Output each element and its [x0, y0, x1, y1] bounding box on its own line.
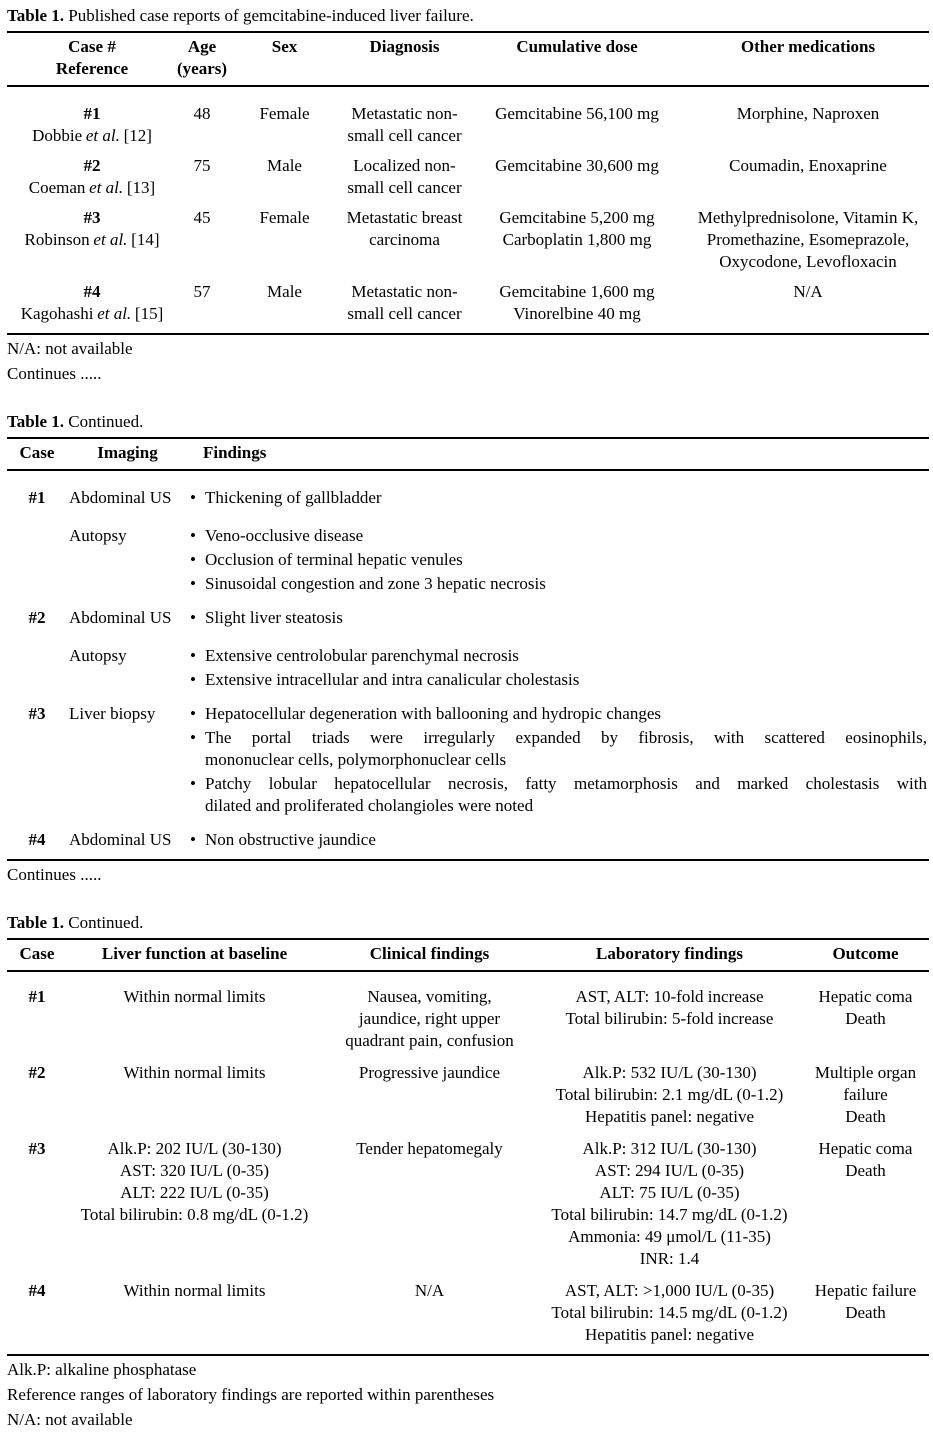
t1-cell-case-ref [7, 207, 177, 251]
t3-header-cell [802, 943, 929, 965]
case-id: #3 [28, 704, 46, 723]
bullet-icon: • [190, 526, 196, 545]
finding-line: dilated and proliferated cholangioles were noted [205, 796, 534, 815]
t1-cell-other-medications-line: N/A [793, 282, 823, 301]
t3-header-cell [322, 943, 537, 965]
t1-header-cell [7, 36, 177, 80]
t1-cell-sex-value: Female [259, 104, 310, 123]
t3-header-line: Clinical findings [369, 944, 490, 963]
table2-section [7, 411, 929, 886]
ref-etal: et al. [89, 178, 124, 197]
t1-cell-diagnosis-line: small cell cancer [347, 126, 462, 145]
t3-cell-laboratory [537, 986, 802, 1030]
bullet-icon: • [190, 670, 196, 689]
t1-header-line: Case # [68, 37, 116, 56]
t3-header-line: Case [19, 944, 55, 963]
table3-caption-text: Continued. [68, 913, 144, 932]
t3-cell-laboratory [537, 1062, 802, 1128]
t1-cell-dose-line: Gemcitabine 30,600 mg [495, 156, 659, 175]
finding-item [190, 549, 929, 571]
table1-row [7, 99, 929, 147]
finding-item [190, 645, 929, 667]
t3-cell-baseline-line: AST: 320 IU/L (0-35) [119, 1161, 270, 1180]
finding-item [190, 727, 929, 771]
table3-caption [7, 912, 929, 934]
table2-header-imaging: Imaging [97, 443, 158, 462]
t1-cell-diagnosis [342, 281, 467, 325]
t2-imaging-label: Abdominal US [69, 830, 172, 849]
table1-note-na: N/A: not available [7, 339, 133, 358]
t3-cell-baseline [67, 1280, 322, 1302]
t1-cell-dose [467, 155, 687, 177]
finding-line: Slight liver steatosis [205, 608, 343, 627]
t3-cell-outcome-line: failure [843, 1085, 888, 1104]
t3-cell-clinical-line: jaundice, right upper [358, 1009, 501, 1028]
t3-cell-clinical [322, 1280, 537, 1302]
t3-cell-laboratory [537, 1280, 802, 1346]
table2-row [7, 595, 929, 691]
table1-caption-text: Published case reports of gemcitabine-induced liver failure. [68, 6, 474, 25]
finding-text [205, 703, 929, 725]
t2-imaging-label: Abdominal US [69, 608, 172, 627]
finding-text [205, 607, 929, 629]
t3-cell-baseline-line: Within normal limits [123, 1063, 266, 1082]
t1-cell-other-medications [687, 103, 929, 125]
finding-item [190, 607, 929, 629]
finding-line: Thickening of gallbladder [205, 488, 382, 507]
t1-header-row [7, 33, 929, 85]
case-id: #2 [28, 608, 46, 627]
t2-findings-list [190, 645, 929, 691]
t3-cell-outcome-line: Death [845, 1303, 886, 1322]
table2-bottom-rule [7, 859, 929, 861]
t2-findings-list [190, 487, 929, 509]
t1-cell-dose-line: Carboplatin 1,800 mg [502, 230, 652, 249]
t3-cell-baseline [67, 1062, 322, 1084]
finding-line: Veno-occlusive disease [205, 526, 364, 545]
t3-cell-laboratory-line: AST: 294 IU/L (0-35) [594, 1161, 745, 1180]
t2-imaging-label: Autopsy [69, 526, 127, 545]
finding-text [205, 549, 929, 571]
table1-row [7, 273, 929, 325]
t1-cell-sex-value: Male [267, 282, 302, 301]
finding-item [190, 669, 929, 691]
finding-line: Patchy lobular hepatocellular necrosis, fatty metamorphosis and marked cholestasis with [205, 774, 927, 793]
t3-cell-clinical [322, 1138, 537, 1160]
t3-header-line: Liver function at baseline [101, 944, 288, 963]
t1-cell-diagnosis-line: Localized non- [353, 156, 456, 175]
t2-row-body [67, 607, 929, 691]
t3-cell-laboratory-line: AST, ALT: 10-fold increase [575, 987, 764, 1006]
t1-cell-sex-value: Male [267, 156, 302, 175]
t3-cell-laboratory-line: Alk.P: 312 IU/L (30-130) [582, 1139, 757, 1158]
t3-cell-outcome [802, 986, 929, 1030]
table1-bottom-rule [7, 333, 929, 335]
table2-row [7, 691, 929, 817]
ref-name: Coeman [28, 178, 86, 197]
t3-cell-laboratory [537, 1138, 802, 1270]
reference [7, 303, 177, 325]
finding-item [190, 487, 929, 509]
t1-cell-dose [467, 207, 687, 251]
t2-findings-list [190, 607, 929, 629]
t1-header-cell [227, 36, 342, 58]
t3-cell-outcome-line: Hepatic coma [818, 1139, 913, 1158]
t1-header-cell [687, 36, 929, 58]
t1-cell-age [177, 207, 227, 229]
table3-note-ranges: Reference ranges of laboratory findings are reported within parentheses [7, 1385, 495, 1404]
t3-cell-outcome [802, 1062, 929, 1128]
case-id: #2 [28, 1063, 46, 1082]
bullet-icon: • [190, 550, 196, 569]
t3-cell-clinical-line: Progressive jaundice [358, 1063, 501, 1082]
t3-cell-laboratory-line: AST, ALT: >1,000 IU/L (0-35) [564, 1281, 775, 1300]
t1-cell-dose-line: Vinorelbine 40 mg [513, 304, 641, 323]
ref-name: Dobbie [32, 126, 83, 145]
finding-item [190, 703, 929, 725]
ref-cite: [13] [126, 178, 156, 197]
case-id: #4 [83, 282, 101, 301]
t3-cell-baseline-line: Within normal limits [123, 1281, 266, 1300]
table3-caption-label: Table 1. [7, 913, 65, 932]
t3-cell-clinical-line: quadrant pain, confusion [345, 1031, 514, 1050]
table3-grid [7, 972, 929, 1354]
t1-cell-age [177, 281, 227, 303]
t1-cell-sex-value: Female [259, 208, 310, 227]
t2-findings-list [190, 829, 929, 851]
t1-cell-case-ref [7, 155, 177, 199]
t2-imaging-group [67, 525, 929, 595]
t1-header-line: Sex [271, 37, 298, 56]
t3-cell-outcome-line: Multiple organ [814, 1063, 917, 1082]
t1-cell-age [177, 155, 227, 177]
t1-cell-case-ref [7, 103, 177, 147]
t3-cell-case [7, 1062, 67, 1084]
table2-grid [7, 471, 929, 859]
finding-line: Sinusoidal congestion and zone 3 hepatic necrosis [205, 574, 546, 593]
table3-header [7, 940, 929, 970]
t1-cell-diagnosis-line: small cell cancer [347, 178, 462, 197]
t3-cell-baseline-line: Total bilirubin: 0.8 mg/dL (0-1.2) [80, 1205, 309, 1224]
t3-cell-outcome-line: Death [845, 1161, 886, 1180]
finding-item [190, 573, 929, 595]
t1-cell-diagnosis-line: Metastatic non- [351, 104, 458, 123]
finding-line: mononuclear cells, polymorphonuclear cells [205, 750, 507, 769]
bullet-icon: • [190, 704, 196, 723]
t3-cell-laboratory-line: Total bilirubin: 14.7 mg/dL (0-1.2) [551, 1205, 788, 1224]
t3-header-cell [67, 943, 322, 965]
t3-cell-laboratory-line: Ammonia: 49 μmol/L (11-35) [568, 1227, 771, 1246]
finding-text [205, 727, 929, 771]
table3-section [7, 912, 929, 1431]
bullet-icon: • [190, 646, 196, 665]
ref-name: Kagohashi [20, 304, 94, 323]
case-id: #3 [83, 208, 101, 227]
finding-text [205, 645, 929, 667]
table2-header [7, 439, 929, 469]
t3-cell-case [7, 1138, 67, 1160]
t1-cell-age-value: 45 [193, 208, 211, 227]
finding-item [190, 829, 929, 851]
reference [7, 229, 177, 251]
t2-row-body [67, 487, 929, 595]
t1-cell-age-value: 57 [193, 282, 211, 301]
t3-cell-outcome [802, 1138, 929, 1182]
finding-text [205, 573, 929, 595]
table1-row [7, 199, 929, 273]
t3-cell-laboratory-line: Hepatitis panel: negative [585, 1325, 754, 1344]
t1-header-cell [177, 36, 227, 80]
bullet-icon: • [190, 774, 196, 793]
case-id: #1 [83, 104, 101, 123]
t3-cell-clinical-line: N/A [414, 1281, 445, 1300]
ref-etal: et al. [85, 126, 120, 145]
t3-cell-baseline-line: Within normal limits [123, 987, 266, 1006]
t1-cell-other-medications [687, 207, 929, 273]
ref-cite: [12] [123, 126, 152, 145]
t1-cell-diagnosis-line: small cell cancer [347, 304, 462, 323]
t3-cell-case [7, 986, 67, 1008]
table3-row [7, 1052, 929, 1128]
t3-cell-laboratory-line: Total bilirubin: 5-fold increase [565, 1009, 774, 1028]
t1-cell-sex [227, 155, 342, 177]
t1-cell-diagnosis [342, 207, 467, 251]
bullet-icon: • [190, 574, 196, 593]
table3-bottom-rule [7, 1354, 929, 1356]
t3-cell-clinical-line: Tender hepatomegaly [356, 1139, 503, 1158]
t1-cell-age-value: 75 [193, 156, 211, 175]
t1-header-line: Reference [55, 59, 129, 78]
finding-text [205, 669, 929, 691]
table2-row [7, 817, 929, 851]
t1-cell-other-medications-line: Oxycodone, Levofloxacin [719, 252, 897, 271]
t2-findings-list [190, 525, 929, 595]
t3-cell-outcome [802, 1280, 929, 1324]
t1-cell-age [177, 103, 227, 125]
t3-cell-outcome-line: Hepatic coma [818, 987, 913, 1006]
t1-cell-dose-line: Gemcitabine 56,100 mg [495, 104, 659, 123]
table2-caption-text: Continued. [68, 412, 144, 431]
bullet-icon: • [190, 488, 196, 507]
t3-cell-laboratory-line: INR: 1.4 [639, 1249, 700, 1268]
finding-text [205, 773, 929, 817]
table2-note-continues: Continues ..... [7, 865, 102, 884]
t3-cell-outcome-line: Death [845, 1009, 886, 1028]
t1-cell-sex [227, 103, 342, 125]
table1-caption [7, 5, 929, 27]
t2-imaging-label: Autopsy [69, 646, 127, 665]
t3-cell-laboratory-line: ALT: 75 IU/L (0-35) [599, 1183, 740, 1202]
case-id: #4 [28, 830, 46, 849]
t3-cell-outcome-line: Hepatic failure [814, 1281, 917, 1300]
t1-cell-diagnosis [342, 103, 467, 147]
t1-cell-sex [227, 281, 342, 303]
ref-cite: [14] [131, 230, 160, 249]
ref-name: Robinson [24, 230, 90, 249]
t1-cell-sex [227, 207, 342, 229]
t1-header-cell [467, 36, 687, 58]
t1-cell-other-medications-line: Methylprednisolone, Vitamin K, [697, 208, 919, 227]
table3-row [7, 976, 929, 1052]
finding-line: Extensive intracellular and intra canalicular cholestasis [205, 670, 580, 689]
finding-line: Non obstructive jaundice [205, 830, 376, 849]
t1-cell-dose-line: Gemcitabine 1,600 mg [499, 282, 655, 301]
case-id: #2 [83, 156, 101, 175]
bullet-icon: • [190, 608, 196, 627]
t3-cell-baseline-line: ALT: 222 IU/L (0-35) [120, 1183, 269, 1202]
case-id: #1 [28, 987, 46, 1006]
t2-row-body [67, 703, 929, 817]
t1-cell-diagnosis [342, 155, 467, 199]
t1-cell-other-medications [687, 155, 929, 177]
table3-row [7, 1128, 929, 1270]
table1-grid [7, 87, 929, 333]
t3-cell-laboratory-line: Total bilirubin: 14.5 mg/dL (0-1.2) [551, 1303, 788, 1322]
finding-line: Occlusion of terminal hepatic venules [205, 550, 463, 569]
finding-item [190, 525, 929, 547]
t2-imaging-group [67, 703, 929, 817]
t3-header-line: Outcome [832, 944, 899, 963]
table1-header [7, 33, 929, 85]
t3-cell-clinical [322, 986, 537, 1052]
table3-note-na: N/A: not available [7, 1410, 133, 1429]
t3-cell-case [7, 1280, 67, 1302]
table2-header-findings: Findings [203, 443, 267, 462]
ref-etal: et al. [97, 304, 132, 323]
t2-imaging-label: Liver biopsy [69, 704, 156, 723]
t1-cell-other-medications-line: Morphine, Naproxen [736, 104, 880, 123]
t2-row-body [67, 829, 929, 851]
t3-cell-clinical [322, 1062, 537, 1084]
t2-imaging-group [67, 829, 929, 851]
t1-cell-other-medications-line: Coumadin, Enoxaprine [729, 156, 887, 175]
table1-note-continues: Continues ..... [7, 364, 102, 383]
case-id: #1 [28, 488, 46, 507]
t1-cell-age-value: 48 [193, 104, 211, 123]
t3-cell-outcome-line: Death [845, 1107, 886, 1126]
finding-text [205, 525, 929, 547]
table2-caption [7, 411, 929, 433]
t1-header-cell [342, 36, 467, 58]
t2-imaging-label: Abdominal US [69, 488, 172, 507]
t3-cell-laboratory-line: Alk.P: 532 IU/L (30-130) [582, 1063, 757, 1082]
t3-cell-laboratory-line: Total bilirubin: 2.1 mg/dL (0-1.2) [555, 1085, 784, 1104]
t1-cell-dose [467, 281, 687, 325]
t1-header-line: Other medications [740, 37, 876, 56]
t3-cell-laboratory-line: Hepatitis panel: negative [585, 1107, 754, 1126]
case-id: #3 [28, 1139, 46, 1158]
table3-row [7, 1270, 929, 1346]
bullet-icon: • [190, 728, 196, 747]
t1-cell-diagnosis-line: Metastatic breast [346, 208, 463, 227]
t1-cell-dose-line: Gemcitabine 5,200 mg [499, 208, 655, 227]
t1-cell-diagnosis-line: carcinoma [369, 230, 440, 249]
reference [7, 125, 177, 147]
table3-note-alkp: Alk.P: alkaline phosphatase [7, 1360, 197, 1379]
t1-header-line: Diagnosis [369, 37, 440, 56]
t1-cell-diagnosis-line: Metastatic non- [351, 282, 458, 301]
finding-line: Extensive centrolobular parenchymal necrosis [205, 646, 519, 665]
t3-header-cell [537, 943, 802, 965]
t1-cell-case-ref [7, 281, 177, 325]
reference [7, 177, 177, 199]
table1-section [7, 5, 929, 385]
t3-header-cell [7, 943, 67, 965]
t3-cell-baseline-line: Alk.P: 202 IU/L (30-130) [107, 1139, 282, 1158]
t1-cell-dose [467, 103, 687, 125]
t3-cell-clinical-line: Nausea, vomiting, [367, 987, 492, 1006]
finding-text [205, 829, 929, 851]
bullet-icon: • [190, 830, 196, 849]
t2-findings-list [190, 703, 929, 817]
t1-header-line: Age [187, 37, 217, 56]
t2-imaging-group [67, 487, 929, 509]
t2-imaging-group [67, 645, 929, 691]
ref-cite: [15] [134, 304, 164, 323]
case-id: #4 [28, 1281, 46, 1300]
finding-text [205, 487, 929, 509]
t1-cell-other-medications-line: Promethazine, Esomeprazole, [706, 230, 910, 249]
t1-header-line: (years) [177, 59, 228, 78]
ref-etal: et al. [93, 230, 128, 249]
finding-line: The portal triads were irregularly expanded by fibrosis, with scattered eosinophils, [205, 728, 927, 747]
table1-row [7, 147, 929, 199]
t3-cell-baseline [67, 1138, 322, 1226]
t3-header-line: Laboratory findings [596, 944, 743, 963]
table2-header-case: Case [19, 443, 55, 462]
t2-imaging-group [67, 607, 929, 629]
table1-caption-label: Table 1. [7, 6, 65, 25]
t3-cell-baseline [67, 986, 322, 1008]
finding-line: Hepatocellular degeneration with ballooning and hydropic changes [205, 704, 662, 723]
table2-row [7, 475, 929, 595]
t1-cell-other-medications [687, 281, 929, 303]
t1-header-line: Cumulative dose [516, 37, 638, 56]
table2-caption-label: Table 1. [7, 412, 65, 431]
finding-item [190, 773, 929, 817]
